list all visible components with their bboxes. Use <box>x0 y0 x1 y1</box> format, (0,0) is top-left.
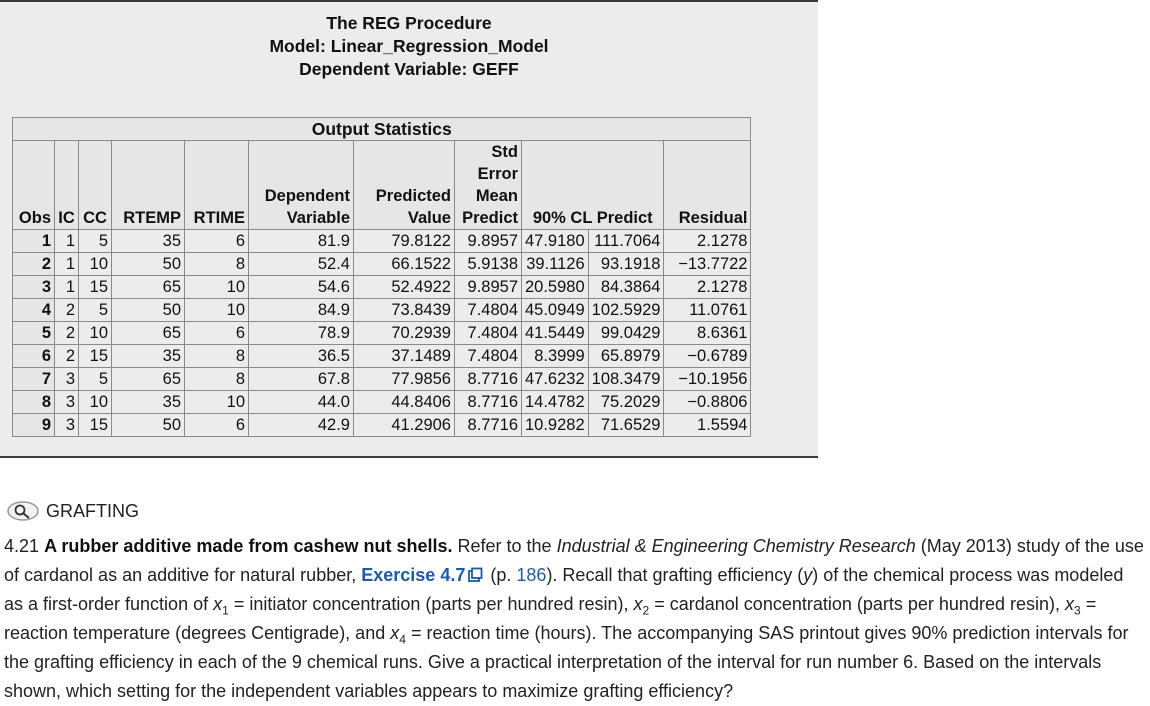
pred-line-2: Value <box>407 209 451 227</box>
cc-cell: 15 <box>79 345 112 368</box>
dep-line-1: Dependent <box>264 187 350 205</box>
predicted-value-cell: 70.2939 <box>354 322 455 345</box>
se-line-1: Std <box>491 143 518 161</box>
dependent-variable-cell: 78.9 <box>249 322 354 345</box>
residual-cell: 8.6361 <box>664 322 751 345</box>
rtemp-cell: 65 <box>112 276 185 299</box>
residual-cell: −0.6789 <box>664 345 751 368</box>
se-line-3: Mean <box>475 187 518 205</box>
residual-cell: −0.8806 <box>664 391 751 414</box>
table-row <box>13 345 751 368</box>
cc-cell: 5 <box>79 299 112 322</box>
predicted-value-cell: 37.1489 <box>354 345 455 368</box>
rtime-cell: 10 <box>185 299 249 322</box>
problem-text-6: = initiator concentration (parts per hundred resin), <box>233 594 629 614</box>
ic-cell: 2 <box>55 322 79 345</box>
table-row <box>13 391 751 414</box>
var-x1: x <box>213 594 223 614</box>
obs-cell: 2 <box>13 253 55 276</box>
problem-text-1: Refer to the <box>457 536 552 556</box>
problem-number: 4.21 <box>4 536 40 556</box>
lower-cl-cell: 39.1126 <box>522 253 589 276</box>
rtime-cell: 10 <box>185 391 249 414</box>
obs-cell: 8 <box>13 391 55 414</box>
problem-title: A rubber additive made from cashew nut shells. <box>44 536 453 556</box>
col-rtime: RTIME <box>185 141 249 230</box>
upper-cl-cell: 65.8979 <box>588 345 664 368</box>
residual-cell: 2.1278 <box>664 230 751 253</box>
obs-cell: 7 <box>13 368 55 391</box>
table-body <box>13 230 751 437</box>
table-row <box>13 230 751 253</box>
rtemp-cell: 35 <box>112 345 185 368</box>
output-statistics-table <box>12 117 751 437</box>
predicted-value-cell: 66.1522 <box>354 253 455 276</box>
problem-text-4: ). Recall that grafting efficiency ( <box>546 565 804 585</box>
lower-cl-cell: 41.5449 <box>522 322 589 345</box>
problem-text-7: = cardanol concentration (parts per hundred resin), <box>654 594 1060 614</box>
lower-cl-cell: 45.0949 <box>522 299 589 322</box>
std-error-cell: 9.8957 <box>455 276 522 299</box>
exercise-link[interactable]: Exercise 4.7 <box>361 565 466 585</box>
problem-text-9: = reaction time (hours). The accompanying SAS printout gives 90% prediction intervals for the grafting efficiency in each of the 9 chemical runs. Give a practical interpretation of the interval for run number 6. Based on the intervals shown, which setting for the independent variables appears to maximize grafting efficiency? <box>4 623 1129 701</box>
dependent-variable-cell: 67.8 <box>249 368 354 391</box>
table-row <box>13 253 751 276</box>
residual-cell: −10.1956 <box>664 368 751 391</box>
magnifier-icon <box>6 500 40 522</box>
cc-cell: 15 <box>79 414 112 437</box>
ic-cell: 2 <box>55 345 79 368</box>
col-residual: Residual <box>664 141 751 230</box>
dependent-variable-cell: 54.6 <box>249 276 354 299</box>
rtemp-cell: 50 <box>112 253 185 276</box>
predicted-value-cell: 77.9856 <box>354 368 455 391</box>
residual-cell: 1.5594 <box>664 414 751 437</box>
std-error-cell: 7.4804 <box>455 299 522 322</box>
lower-cl-cell: 20.5980 <box>522 276 589 299</box>
upper-cl-cell: 75.2029 <box>588 391 664 414</box>
rtime-cell: 10 <box>185 276 249 299</box>
var-x3-sub: 3 <box>1074 603 1081 618</box>
col-ic: IC <box>55 141 79 230</box>
predicted-value-cell: 79.8122 <box>354 230 455 253</box>
dependent-variable-cell: 42.9 <box>249 414 354 437</box>
residual-cell: −13.7722 <box>664 253 751 276</box>
cc-cell: 5 <box>79 368 112 391</box>
rtemp-cell: 65 <box>112 322 185 345</box>
problem-text <box>4 532 1144 706</box>
std-error-cell: 7.4804 <box>455 322 522 345</box>
bottom-rule <box>0 456 818 458</box>
ic-cell: 3 <box>55 391 79 414</box>
col-obs: Obs <box>13 141 55 230</box>
rtime-cell: 6 <box>185 322 249 345</box>
var-x4: x <box>390 623 400 643</box>
rtemp-cell: 65 <box>112 368 185 391</box>
header-row <box>13 141 751 230</box>
obs-cell: 9 <box>13 414 55 437</box>
std-error-cell: 5.9138 <box>455 253 522 276</box>
page-link[interactable]: 186 <box>516 565 547 585</box>
ic-cell: 2 <box>55 299 79 322</box>
rtime-cell: 8 <box>185 345 249 368</box>
table-row <box>13 368 751 391</box>
col-predicted-value <box>354 141 455 230</box>
lower-cl-cell: 47.9180 <box>522 230 589 253</box>
procedure-title: The REG Procedure <box>326 13 492 33</box>
lower-cl-cell: 14.4782 <box>522 391 589 414</box>
journal-name: Industrial & Engineering Chemistry Research <box>556 536 916 556</box>
sas-output-panel <box>0 0 818 458</box>
dependent-variable-cell: 52.4 <box>249 253 354 276</box>
ic-cell: 3 <box>55 368 79 391</box>
rtemp-cell: 35 <box>112 230 185 253</box>
lower-cl-cell: 10.9282 <box>522 414 589 437</box>
table-row <box>13 299 751 322</box>
obs-cell: 3 <box>13 276 55 299</box>
cc-cell: 10 <box>79 322 112 345</box>
model-title: Model: Linear_Regression_Model <box>269 36 549 56</box>
predicted-value-cell: 73.8439 <box>354 299 455 322</box>
external-link-icon[interactable] <box>467 567 483 583</box>
dependent-variable-cell: 36.5 <box>249 345 354 368</box>
upper-cl-cell: 71.6529 <box>588 414 664 437</box>
var-x2-sub: 2 <box>642 603 650 618</box>
upper-cl-cell: 102.5929 <box>588 299 664 322</box>
residual-cell: 11.0761 <box>664 299 751 322</box>
pred-line-1: Predicted <box>375 187 451 205</box>
upper-cl-cell: 111.7064 <box>588 230 664 253</box>
problem-text-2: (May 2013) study of the use of cardanol as an additive for natural rubber, <box>4 536 1144 585</box>
table-row <box>13 414 751 437</box>
residual-cell: 2.1278 <box>664 276 751 299</box>
var-x4-sub: 4 <box>399 632 406 647</box>
problem-text-3: (p. <box>490 565 512 585</box>
predicted-value-cell: 44.8406 <box>354 391 455 414</box>
cc-cell: 15 <box>79 276 112 299</box>
std-error-cell: 8.7716 <box>455 414 522 437</box>
rtemp-cell: 50 <box>112 299 185 322</box>
upper-cl-cell: 93.1918 <box>588 253 664 276</box>
ic-cell: 1 <box>55 253 79 276</box>
dependent-variable-cell: 84.9 <box>249 299 354 322</box>
var-x2: x <box>633 594 643 614</box>
ic-cell: 1 <box>55 276 79 299</box>
var-x3: x <box>1065 594 1074 614</box>
col-cc: CC <box>79 141 112 230</box>
obs-cell: 5 <box>13 322 55 345</box>
top-rule <box>0 0 818 2</box>
col-90-cl-predict: 90% CL Predict <box>522 141 664 230</box>
rtemp-cell: 50 <box>112 414 185 437</box>
se-line-4: Predict <box>462 209 518 227</box>
rtime-cell: 6 <box>185 414 249 437</box>
dependent-variable-cell: 81.9 <box>249 230 354 253</box>
sas-titles <box>0 12 818 81</box>
obs-cell: 4 <box>13 299 55 322</box>
cc-cell: 5 <box>79 230 112 253</box>
std-error-cell: 9.8957 <box>455 230 522 253</box>
obs-cell: 6 <box>13 345 55 368</box>
std-error-cell: 8.7716 <box>455 368 522 391</box>
lower-cl-cell: 47.6232 <box>522 368 589 391</box>
var-x1-sub: 1 <box>222 603 229 618</box>
upper-cl-cell: 99.0429 <box>588 322 664 345</box>
obs-cell: 1 <box>13 230 55 253</box>
se-line-2: Error <box>477 165 518 183</box>
col-dependent-variable <box>249 141 354 230</box>
table-row <box>13 322 751 345</box>
rtime-cell: 8 <box>185 253 249 276</box>
predicted-value-cell: 41.2906 <box>354 414 455 437</box>
predicted-value-cell: 52.4922 <box>354 276 455 299</box>
dependent-title: Dependent Variable: GEFF <box>299 59 519 79</box>
problem-text-5: ) of the chemical process was modeled as a first-order function of <box>4 565 1124 614</box>
rtime-cell: 8 <box>185 368 249 391</box>
cc-cell: 10 <box>79 253 112 276</box>
std-error-cell: 7.4804 <box>455 345 522 368</box>
table-row <box>13 276 751 299</box>
problem-text-8: = reaction temperature (degrees Centigrade), and <box>4 594 1097 643</box>
upper-cl-cell: 84.3864 <box>588 276 664 299</box>
lower-cl-cell: 8.3999 <box>522 345 589 368</box>
std-error-cell: 8.7716 <box>455 391 522 414</box>
cc-cell: 10 <box>79 391 112 414</box>
dependent-variable-cell: 44.0 <box>249 391 354 414</box>
rtime-cell: 6 <box>185 230 249 253</box>
col-std-error <box>455 141 522 230</box>
ic-cell: 1 <box>55 230 79 253</box>
table-caption: Output Statistics <box>13 118 751 141</box>
upper-cl-cell: 108.3479 <box>588 368 664 391</box>
dep-line-2: Variable <box>286 209 350 227</box>
ic-cell: 3 <box>55 414 79 437</box>
section-label: GRAFTING <box>46 501 139 521</box>
rtemp-cell: 35 <box>112 391 185 414</box>
col-rtemp: RTEMP <box>112 141 185 230</box>
var-y: y <box>803 565 813 585</box>
